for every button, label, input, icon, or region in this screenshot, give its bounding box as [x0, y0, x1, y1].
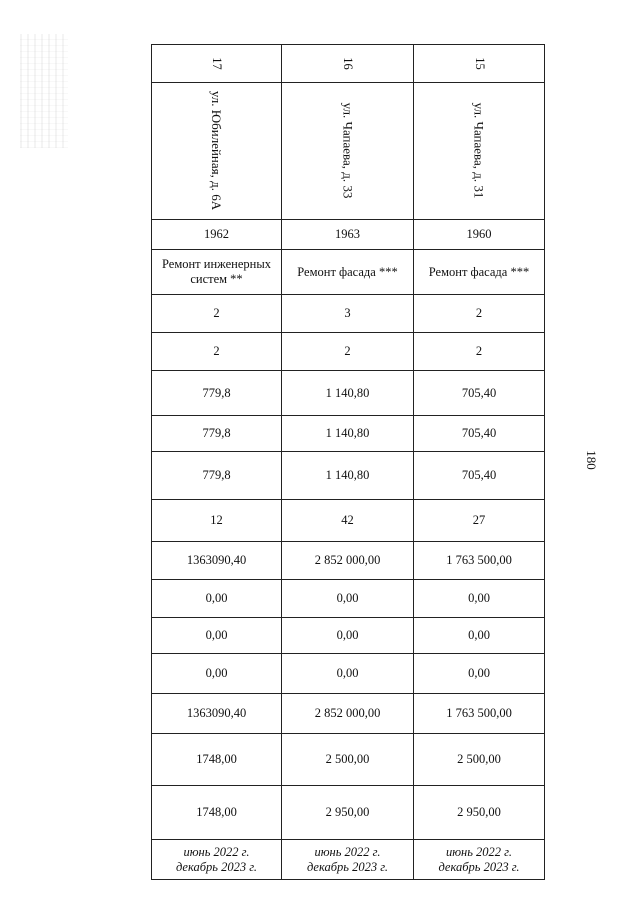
table-row	[152, 786, 545, 840]
cell-period	[282, 840, 414, 880]
scan-artifact	[20, 34, 68, 148]
cell-value: 1748,00	[152, 734, 282, 786]
housing-repair-table	[151, 44, 545, 880]
table-row	[152, 734, 545, 786]
table-row	[152, 371, 545, 416]
table-row	[152, 500, 545, 542]
cell-value: 42	[282, 500, 414, 542]
cell-value: 2	[414, 295, 545, 333]
cell-value: 779,8	[152, 452, 282, 500]
cell-value: 1 140,80	[282, 371, 414, 416]
cell-value: 1363090,40	[152, 542, 282, 580]
period-end: декабрь 2023 г.	[438, 859, 520, 874]
cell-value: 27	[414, 500, 545, 542]
cell-period	[152, 840, 282, 880]
period-end: декабрь 2023 г.	[175, 859, 258, 874]
table-row	[152, 452, 545, 500]
cell-value: 2	[282, 333, 414, 371]
cell-value: 2 950,00	[414, 786, 545, 840]
cell-address: ул. Чапаева, д. 33	[282, 83, 414, 220]
row-year	[152, 220, 545, 250]
cell-value: 2	[152, 295, 282, 333]
cell-value: 705,40	[414, 452, 545, 500]
period-end: декабрь 2023 г.	[306, 859, 389, 874]
cell-work-type: Ремонт фасада ***	[282, 250, 414, 295]
table-row	[152, 694, 545, 734]
cell-value: 1748,00	[152, 786, 282, 840]
cell-address: ул. Чапаева, д. 31	[414, 83, 545, 220]
cell-value: 2 950,00	[282, 786, 414, 840]
cell-value: 0,00	[152, 580, 282, 618]
cell-value: 2	[152, 333, 282, 371]
cell-value: 0,00	[152, 618, 282, 654]
cell-period	[414, 840, 545, 880]
row-address	[152, 83, 545, 220]
cell-work-type: Ремонт инженерных систем **	[152, 250, 282, 295]
cell-value: 1363090,40	[152, 694, 282, 734]
cell-value: 2	[414, 333, 545, 371]
table-row	[152, 333, 545, 371]
cell-number: 15	[414, 45, 545, 83]
table-row	[152, 542, 545, 580]
table-row	[152, 295, 545, 333]
table-row	[152, 618, 545, 654]
cell-value: 779,8	[152, 371, 282, 416]
cell-value: 0,00	[414, 654, 545, 694]
cell-value: 705,40	[414, 371, 545, 416]
table-row	[152, 654, 545, 694]
cell-number: 17	[152, 45, 282, 83]
table-row	[152, 416, 545, 452]
row-period	[152, 840, 545, 880]
cell-value: 779,8	[152, 416, 282, 452]
cell-number: 16	[282, 45, 414, 83]
period-start: июнь 2022 г.	[314, 844, 381, 859]
cell-value: 2 500,00	[414, 734, 545, 786]
cell-year: 1963	[282, 220, 414, 250]
cell-value: 2 500,00	[282, 734, 414, 786]
cell-value: 2 852 000,00	[282, 694, 414, 734]
cell-year: 1960	[414, 220, 545, 250]
cell-value: 0,00	[282, 580, 414, 618]
row-work-type	[152, 250, 545, 295]
cell-value: 0,00	[414, 580, 545, 618]
cell-value: 1 763 500,00	[414, 694, 545, 734]
row-number	[152, 45, 545, 83]
cell-year: 1962	[152, 220, 282, 250]
period-start: июнь 2022 г.	[183, 844, 250, 859]
cell-value: 3	[282, 295, 414, 333]
cell-value: 2 852 000,00	[282, 542, 414, 580]
cell-value: 1 763 500,00	[414, 542, 545, 580]
table-row	[152, 580, 545, 618]
cell-value: 1 140,80	[282, 416, 414, 452]
cell-work-type: Ремонт фасада ***	[414, 250, 545, 295]
cell-address: ул. Юбилейная, д. 6А	[152, 83, 282, 220]
cell-value: 0,00	[282, 654, 414, 694]
cell-value: 0,00	[282, 618, 414, 654]
cell-value: 0,00	[414, 618, 545, 654]
cell-value: 705,40	[414, 416, 545, 452]
period-start: июнь 2022 г.	[445, 844, 513, 859]
cell-value: 0,00	[152, 654, 282, 694]
cell-value: 12	[152, 500, 282, 542]
cell-value: 1 140,80	[282, 452, 414, 500]
page-number: 180	[584, 450, 599, 470]
